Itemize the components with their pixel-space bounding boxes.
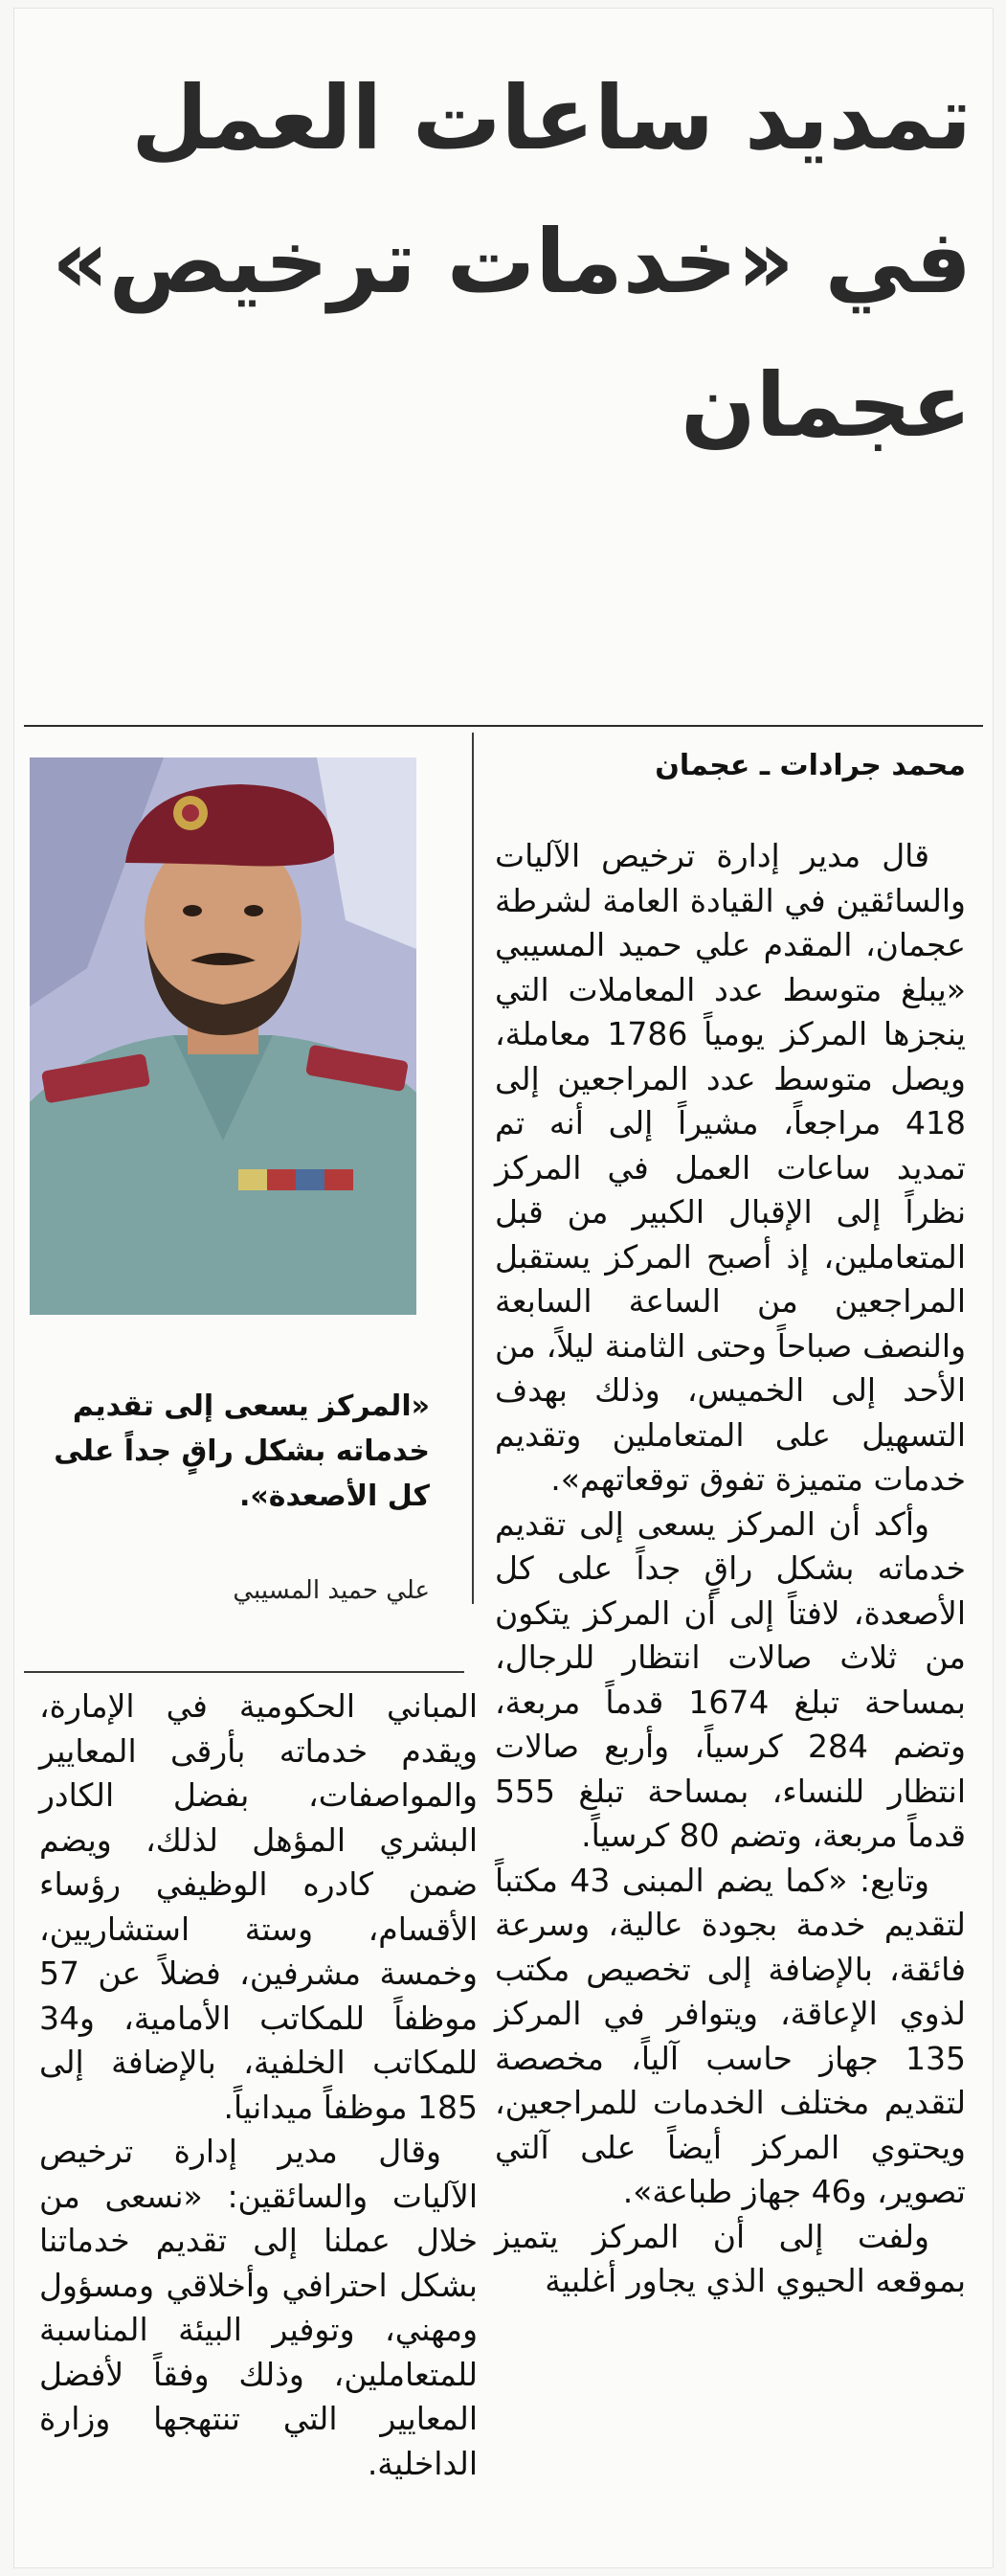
caption-divider: [24, 1671, 464, 1673]
article-headline: [53, 47, 972, 478]
headline-line-3: عجمان: [681, 354, 972, 457]
article-body-left-column: [39, 1684, 478, 2486]
paragraph: ولفت إلى أن المركز يتميز بموقعه الحيوي الذي يجاور أغلبية: [495, 2217, 966, 2299]
headline-line-1: تمديد ساعات العمل: [131, 67, 972, 169]
headline-divider: [24, 725, 983, 727]
officer-portrait-illustration: [30, 757, 416, 1315]
officer-photo: [30, 757, 416, 1315]
article-body-right-column: [495, 834, 966, 2304]
headline-line-2: في «خدمات ترخيص»: [52, 211, 972, 313]
column-divider: [472, 733, 474, 1604]
paragraph: وقال مدير إدارة ترخيص الآليات والسائقين: «نسعى من خلال عملنا إلى تقديم خدماتنا بشكل احترافي وأخلاقي ومسؤول ومهني، وتوفير البيئة المناسبة للمتعاملين، وذلك وفقاً لأفضل المعايير التي تنتهجها وزارة الداخلية.: [39, 2133, 478, 2482]
photo-caption-name: علي حميد المسيبي: [233, 1576, 430, 1605]
newspaper-clipping: [13, 8, 994, 2568]
paragraph: وأكد أن المركز يسعى إلى تقديم خدماته بشكل راقٍ جداً على كل الأصعدة، لافتاً إلى أن المركز يتكون من ثلاث صالات انتظار للرجال، بمساحة تبلغ 1674 قدماً مربعة، وتضم 284 كرسياً، وأربع صالات انتظار للنساء، بمساحة تبلغ 555 قدماً مربعة، وتضم 80 كرسياً.: [495, 1504, 966, 1854]
paragraph: وتابع: «كما يضم المبنى 43 مكتباً لتقديم خدمة بجودة عالية، وسرعة فائقة، بالإضافة إلى تخصيص مكتب لذوي الإعاقة، ويتوافر في المركز 135 جهاز حاسب آلياً، مخصصة لتقديم مختلف الخدمات للمراجعين، ويحتوي المركز أيضاً على آلتي تصوير، و46 جهاز طباعة».: [495, 1861, 966, 2210]
byline: محمد جرادات ـ عجمان: [655, 749, 966, 782]
paragraph: قال مدير إدارة ترخيص الآليات والسائقين في القيادة العامة لشرطة عجمان، المقدم علي حميد المسيبي «يبلغ متوسط عدد المعاملات التي ينجزها المركز يومياً 1786 معاملة، ويصل متوسط عدد المراجعين إلى 418 مراجعاً، مشيراً إلى أنه تم تمديد ساعات العمل في المركز نظراً إلى الإقبال الكبير من قبل المتعاملين، إذ أصبح المركز يستقبل المراجعين من الساعة السابعة والنصف صباحاً وحتى الثامنة ليلاً، من الأحد إلى الخميس، وذلك بهدف التسهيل على المتعاملين وتقديم خدمات متميزة تفوق توقعاتهم».: [495, 837, 966, 1498]
paragraph: المباني الحكومية في الإمارة، ويقدم خدماته بأرقى المعايير والمواصفات، بفضل الكادر البشري المؤهل لذلك، ويضم ضمن كادره الوظيفي رؤساء الأقسام، وستة استشاريين، وخمسة مشرفين، فضلاً عن 57 موظفاً للمكاتب الأمامية، و34 للمكاتب الخلفية، بالإضافة إلى 185 موظفاً ميدانياً.: [39, 1687, 478, 2126]
pull-quote: «المركز يسعى إلى تقديم خدماته بشكل راقٍ جداً على كل الأصعدة».: [54, 1390, 430, 1513]
